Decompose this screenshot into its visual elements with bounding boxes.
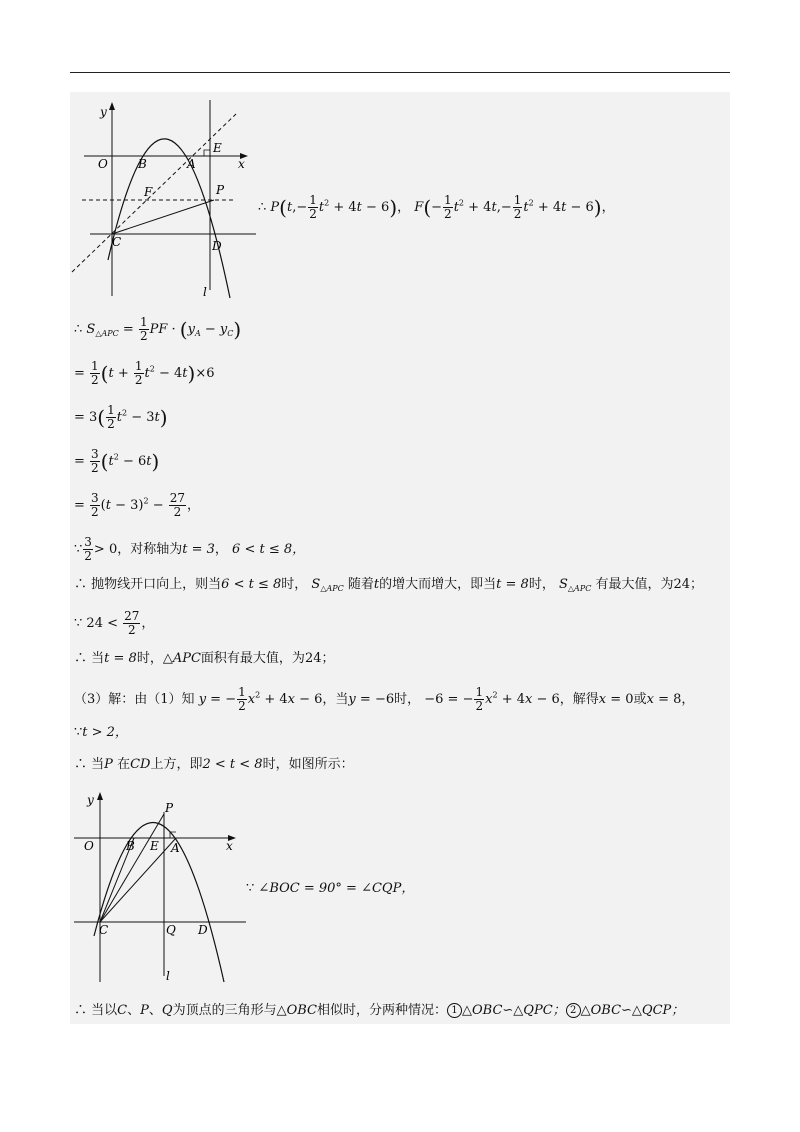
area-step-4: = $\frac{3}{2}$ $(t^2 - 6t)$: [74, 447, 160, 475]
label-l: l: [166, 969, 170, 983]
label-l: l: [203, 285, 207, 299]
label-d: D: [212, 239, 222, 253]
label-x: x: [226, 839, 233, 853]
label-p: P: [165, 801, 174, 815]
similarity-cases-line: ∴ 当以C、P、Q为顶点的三角形与△OBC相似时，分两种情况： 1 △OBC∽△QPC； 2 △OBC∽△QCP；: [74, 1003, 685, 1018]
label-y: y: [87, 793, 94, 807]
label-c: C: [99, 923, 109, 937]
segment-cp: [100, 814, 164, 922]
figure-1-parabola-graph: [70, 96, 270, 300]
figure-2-parabola-graph: [70, 786, 252, 984]
label-q: Q: [166, 923, 176, 937]
area-step-5: = $\frac{3}{2}$ $(t - 3)^2$ − $\frac{27}{2}$ ，: [74, 491, 201, 519]
circled-number-2: 2: [566, 1003, 581, 1018]
points-p-f-coordinates: ∴ P(t,− $\frac{1}{2}$ $t^2 + 4t - 6$)， F(− $\frac{1}{2}$ $t^2 + 4t,-$ $\frac{1}{2}$ $t^2 + 4t - 6$)，: [258, 193, 615, 221]
y-axis-arrow: [97, 792, 103, 800]
t-greater-than-2: ∵t > 2，: [74, 725, 128, 740]
label-f: F: [144, 185, 153, 199]
label-b: B: [138, 157, 147, 171]
label-a: A: [187, 157, 196, 171]
y-axis-arrow: [109, 102, 115, 110]
label-x: x: [238, 157, 245, 171]
label-o: O: [98, 157, 108, 171]
right-angle-equality: ∵ ∠BOC = 90° = ∠CQP，: [246, 881, 415, 896]
area-step-2: = $\frac{1}{2}$ (t + $\frac{1}{2}$ $t^2 - 4t)\times 6$: [74, 359, 215, 387]
label-c: C: [112, 235, 122, 249]
segment-cp: [112, 200, 214, 234]
comparison-line: ∵ 24 < $\frac{27}{2}$ ，: [74, 609, 155, 637]
circled-number-1: 1: [447, 1003, 462, 1018]
case-description-line: ∴ 当P 在CD上方，即2 < t < 8时，如图所示：: [74, 757, 354, 772]
parabola-curve: [94, 823, 224, 982]
monotonic-line: ∴ 抛物线开口向上，则当6 < t ≤ 8时， $S_{\triangle APC}$ 随着t的增大而增大，即当t = 8时， $S_{\triangle APC}$ 有最大值，为24；: [74, 577, 704, 593]
area-step-3: = 3( $\frac{1}{2}$ $t^2 - 3t$): [74, 403, 168, 431]
max-area-conclusion: ∴ 当t = 8时，△APC面积有最大值，为24；: [74, 651, 335, 666]
area-formula-line: ∴ $S_{\triangle APC}$ = $\frac{1}{2}$ PF · $(y_A - y_C)$: [74, 315, 242, 343]
right-angle-mark: [204, 150, 210, 156]
label-e: E: [213, 141, 222, 155]
label-p: P: [216, 183, 225, 197]
label-d: D: [198, 923, 208, 937]
label-a: A: [171, 841, 180, 855]
parabola-curve: [108, 139, 230, 298]
label-e: E: [150, 839, 159, 853]
label-y: y: [100, 105, 107, 119]
part-3-solution-line: （3）解：由（1）知 y = − $\frac{1}{2}$ $x^2 + 4x - 6$，当y = −6时， −6 = − $\frac{1}{2}$ $x^2 + 4x - 6$，解得x = 0或x = 8，: [74, 685, 695, 713]
label-o: O: [84, 839, 94, 853]
label-b: B: [126, 839, 135, 853]
header-rule: [70, 72, 730, 73]
symmetry-axis-line: ∵ $\frac{3}{2}$ > 0，对称轴为t = 3， 6 < t ≤ 8，: [74, 535, 306, 563]
